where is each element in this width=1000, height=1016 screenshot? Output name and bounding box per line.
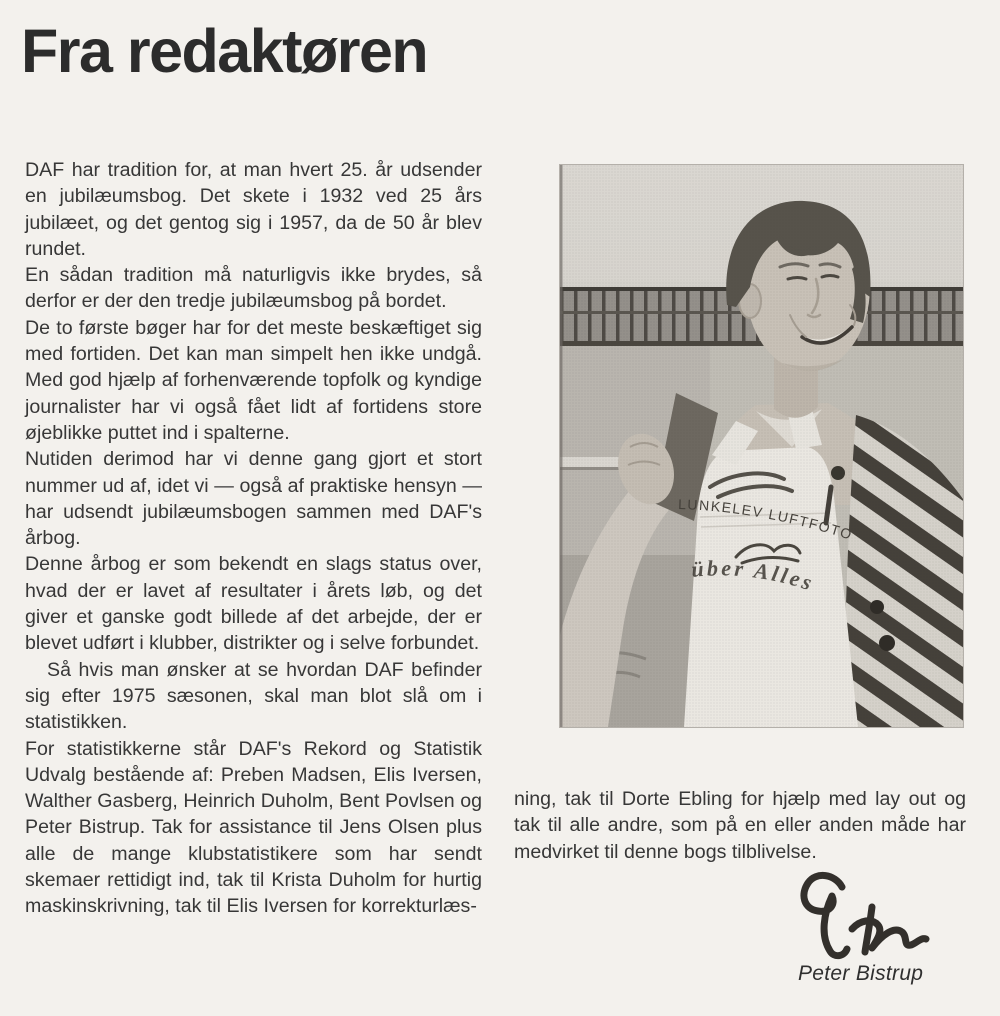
paragraph: Så hvis man ønsker at se hvordan DAF befinder sig efter 1975 sæsonen, skal man blot slå om i statistikken.	[25, 658, 482, 734]
paragraph: For statistikkerne står DAF's Rekord og Statistik Udvalg bestående af: Preben Madsen, Elis Iversen, Walther Gasberg, Heinrich Duholm, Bent Povlsen og Peter Bistrup. Tak for assistance til Jens Olsen plus alle de mange klubstatistikere som har sendt skemaer rettidigt ind, tak til Krista Duholm for hurtig maskinskrivning, tak til Elis Iversen for korrekturlæs-	[25, 737, 482, 918]
left-column	[25, 157, 482, 920]
right-paragraph: ning, tak til Dorte Ebling for hjælp med lay out og tak til alle andre, som på en eller anden måde har medvirket til denne bogs tilblivelse.	[514, 788, 966, 863]
paragraph: DAF har tradition for, at man hvert 25. år udsender en jubilæumsbog. Det skete i 1932 ved 25 års jubilæet, og det gentog sig i 1957, da de 50 år blev rundet.	[25, 159, 482, 260]
scan-edge	[560, 165, 563, 727]
paragraph: En sådan tradition må naturligvis ikke brydes, så derfor er der den tredje jubilæumsbog på bordet.	[25, 264, 482, 313]
page-title: Fra redaktøren	[21, 17, 428, 85]
editor-photo	[560, 165, 963, 727]
paragraph: Nutiden derimod har vi denne gang gjort et stort nummer ud af, idet vi — også af praktiske hensyn — har udsendt jubilæumsbogen sammen med DAF's årbog.	[25, 448, 482, 550]
photo-illustration	[560, 165, 963, 727]
signature-name: Peter Bistrup	[798, 962, 924, 985]
halftone-overlay	[560, 165, 963, 727]
paragraph: Denne årbog er som bekendt en slags status over, hvad der er lavet af resultater i årets løb, og det giver et ganske godt billede af det arbejde, der er blevet udført i klubber, distrikter og i selve forbundet.	[25, 553, 482, 655]
signature-scrawl	[780, 869, 932, 961]
right-column	[508, 165, 966, 1016]
paragraph: De to første bøger har for det meste beskæftiget sig med fortiden. Det kan man simpelt hen ikke undgå. Med god hjælp af forhenværende topfolk og kyndige journalister har vi også fået lidt af fortidens store øjeblikke puttet ind i spalterne.	[25, 316, 482, 444]
